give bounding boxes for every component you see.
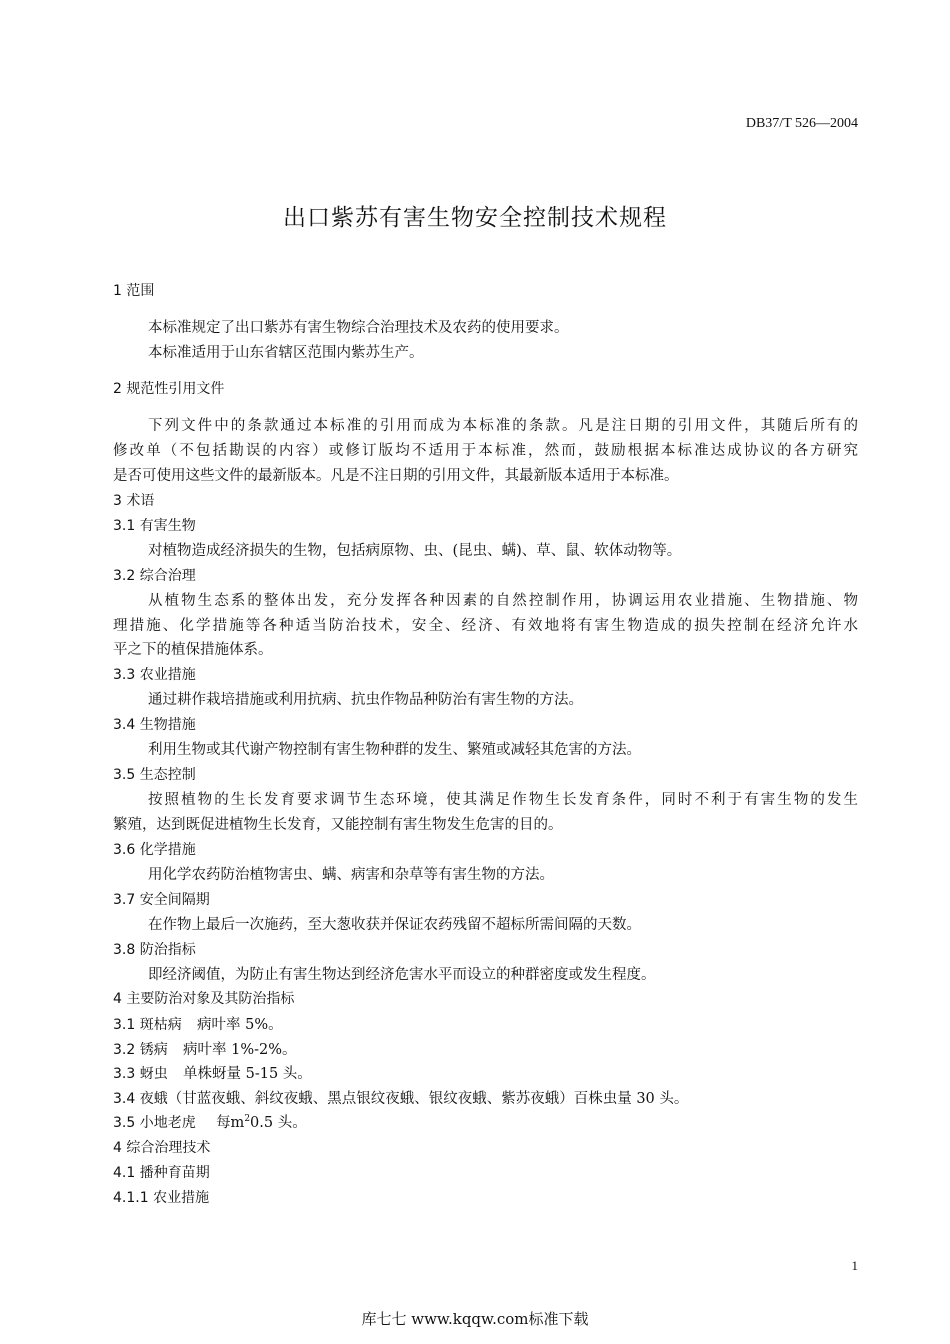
target-item-text: 病叶率 1%-2%。: [182, 1042, 297, 1058]
target-item-label: 3.2 锈病: [113, 1042, 168, 1058]
section-2-line-2: 修改单（不包括勘误的内容）或修订版均不适用于本标准，然而，鼓励根据本标准达成协议的各方研究: [113, 443, 858, 459]
term-3-2-heading: 3.2 综合治理: [113, 568, 196, 584]
target-item: [113, 1038, 297, 1059]
term-3-6-text: 用化学农药防治植物害虫、螨、病害和杂草等有害生物的方法。: [148, 867, 554, 883]
section-1-heading: 1 范围: [113, 283, 155, 299]
target-item-label: 3.3 蚜虫: [113, 1066, 168, 1082]
section-2-line-1: 下列文件中的条款通过本标准的引用而成为本标准的条款。凡是注日期的引用文件，其随后所有的: [148, 418, 858, 434]
term-3-4-heading: 3.4 生物措施: [113, 717, 196, 733]
term-3-5-heading: 3.5 生态控制: [113, 767, 196, 783]
term-3-3-text: 通过耕作栽培措施或利用抗病、抗虫作物品种防治有害生物的方法。: [148, 692, 583, 708]
term-3-4-text: 利用生物或其代谢产物控制有害生物种群的发生、繁殖或减轻其危害的方法。: [148, 742, 641, 758]
target-item-text: 病叶率 5%。: [196, 1017, 283, 1033]
term-3-1-text: 对植物造成经济损失的生物，包括病原物、虫、(昆虫、螨)、草、鼠、软体动物等。: [148, 543, 682, 559]
section-2-line-3: 是否可使用这些文件的最新版本。凡是不注日期的引用文件，其最新版本适用于本标准。: [113, 468, 679, 484]
page-number: 1: [851, 1258, 858, 1273]
term-3-5-line-2: 繁殖，达到既促进植物生长发育，又能控制有害生物发生危害的目的。: [113, 817, 563, 833]
section-5-heading: 4 综合治理技术: [113, 1140, 211, 1156]
target-item-label: 3.5 小地老虎: [113, 1115, 196, 1131]
target-item: [113, 1062, 312, 1083]
target-item: [113, 1087, 688, 1108]
target-item: [113, 1013, 283, 1034]
target-item-label: 3.1 斑枯病: [113, 1017, 182, 1033]
section-1-paragraph-2: 本标准适用于山东省辖区范围内紫苏生产。: [148, 345, 424, 361]
target-item-label: 3.4 夜蛾: [113, 1091, 168, 1107]
term-3-5-line-1: 按照植物的生长发育要求调节生态环境，使其满足作物生长发育条件，同时不利于有害生物的发生: [148, 792, 858, 808]
term-3-2-line-1: 从植物生态系的整体出发，充分发挥各种因素的自然控制作用，协调运用农业措施、生物措施、物: [148, 593, 858, 609]
term-3-8-heading: 3.8 防治指标: [113, 942, 196, 958]
document-number: DB37/T 526—2004: [745, 116, 858, 131]
section-3-heading: 3 术语: [113, 493, 155, 509]
term-3-7-text: 在作物上最后一次施药，至大葱收获并保证农药残留不超标所需间隔的天数。: [148, 917, 641, 933]
term-3-2-line-3: 平之下的植保措施体系。: [113, 642, 273, 658]
term-3-7-heading: 3.7 安全间隔期: [113, 892, 210, 908]
term-3-6-heading: 3.6 化学措施: [113, 842, 196, 858]
target-item-text: 单株蚜量 5-15 头。: [182, 1066, 312, 1082]
term-3-8-text: 即经济阈值，为防止有害生物达到经济危害水平而设立的种群密度或发生程度。: [148, 967, 656, 983]
subsection-4-1-heading: 4.1 播种育苗期: [113, 1165, 210, 1181]
section-2-heading: 2 规范性引用文件: [113, 381, 225, 397]
target-item: [113, 1111, 307, 1132]
term-3-1-heading: 3.1 有害生物: [113, 518, 196, 534]
subsection-4-1-1-heading: 4.1.1 农业措施: [113, 1190, 210, 1206]
section-4-heading: 4 主要防治对象及其防治指标: [113, 991, 295, 1007]
term-3-3-heading: 3.3 农业措施: [113, 667, 196, 683]
footer-watermark: 库七七 www.kqqw.com标准下载: [361, 1310, 589, 1328]
target-item-text: （甘蓝夜蛾、斜纹夜蛾、黑点银纹夜蛾、银纹夜蛾、紫苏夜蛾）百株虫量 30 头。: [167, 1091, 689, 1107]
document-title: 出口紫苏有害生物安全控制技术规程: [283, 205, 667, 231]
term-3-2-line-2: 理措施、化学措施等各种适当防治技术，安全、经济、有效地将有害生物造成的损失控制在经济允许水: [113, 618, 858, 634]
target-item-text: 每$m^20.5$ 头。: [216, 1114, 307, 1131]
section-1-paragraph-1: 本标准规定了出口紫苏有害生物综合治理技术及农药的使用要求。: [148, 320, 569, 336]
